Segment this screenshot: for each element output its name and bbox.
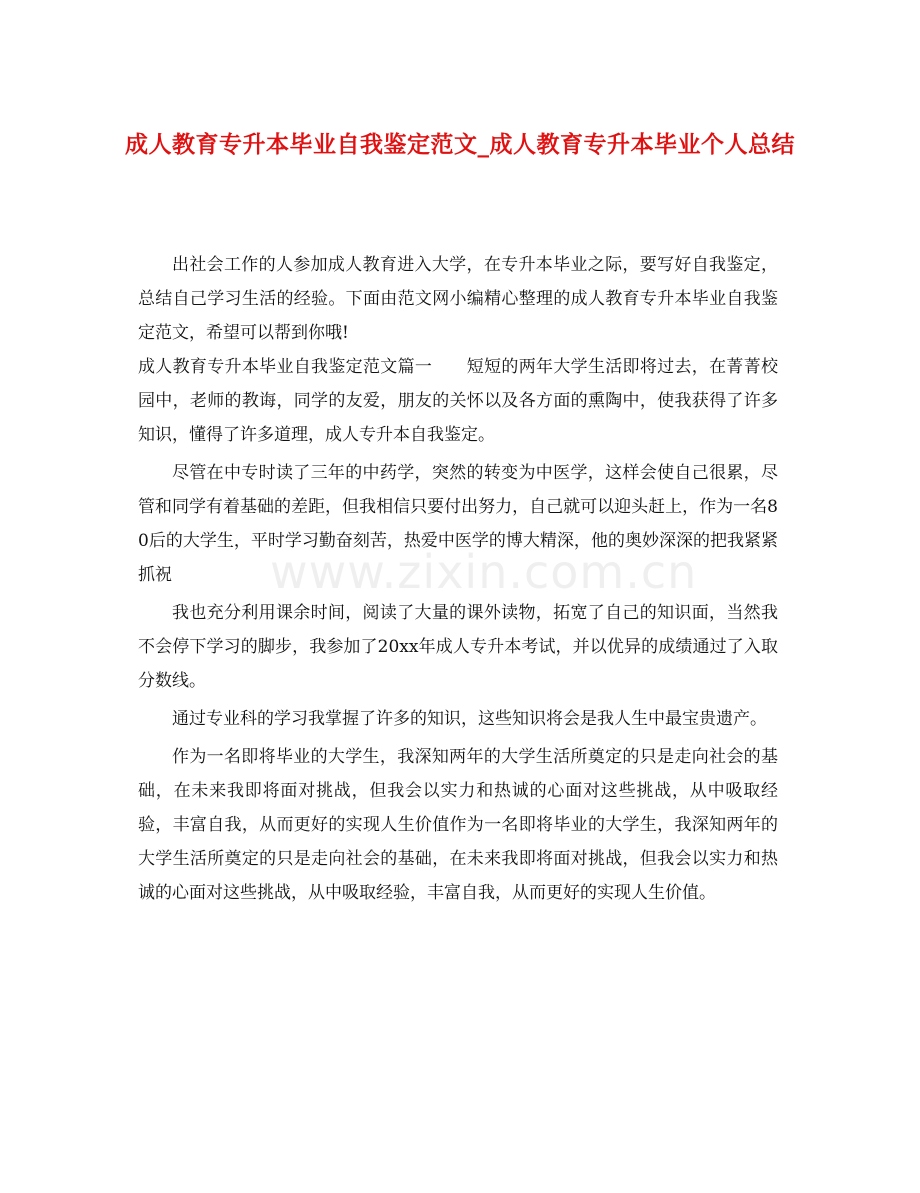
intro-paragraph: 出社会工作的人参加成人教育进入大学，在专升本毕业之际，要写好自我鉴定，总结自己学习生活的经验。下面由范文网小编精心整理的成人教育专升本毕业自我鉴定范文，希望可以帮到你哦! bbox=[138, 255, 778, 343]
body-paragraph: 通过专业科的学习我掌握了许多的知识，这些知识将会是我人生中最宝贵遗产。 bbox=[172, 709, 767, 729]
body-paragraph: 尽管在中专时读了三年的中药学，突然的转变为中医学，这样会使自己很累，尽管和同学有着基础的差距，但我相信只要付出努力，自己就可以迎头赶上，作为一名80后的大学生，平时学习勤奋刻苦，热爱中医学的博大精深，他的奥妙深深的把我紧紧抓祝 bbox=[138, 463, 778, 585]
section-heading-paragraph: 成人教育专升本毕业自我鉴定范文篇一 短短的两年大学生活即将过去，在菁菁校园中，老师的教诲，同学的友爱，朋友的关怀以及各方面的熏陶中，使我获得了许多知识，懂得了许多道理，成人专升本自我鉴定。 bbox=[138, 357, 778, 445]
body-paragraph: 作为一名即将毕业的大学生，我深知两年的大学生活所奠定的只是走向社会的基础，在未来我即将面对挑战，但我会以实力和热诚的心面对这些挑战，从中吸取经验，丰富自我，从而更好的实现人生价值作为一名即将毕业的大学生，我深知两年的大学生活所奠定的只是走向社会的基础，在未来我即将面对挑战，但我会以实力和热诚的心面对这些挑战，从中吸取经验，丰富自我，从而更好的实现人生价值。 bbox=[138, 747, 778, 903]
document-title: 成人教育专升本毕业自我鉴定范文_成人教育专升本毕业个人总结 bbox=[125, 132, 795, 158]
body-paragraph: 我也充分利用课余时间，阅读了大量的课外读物，拓宽了自己的知识面，当然我不会停下学习的脚步，我参加了20xx年成人专升本考试，并以优异的成绩通过了入取分数线。 bbox=[138, 603, 778, 691]
watermark: www.zixin.com.cn bbox=[270, 545, 698, 599]
document-body bbox=[138, 248, 778, 910]
